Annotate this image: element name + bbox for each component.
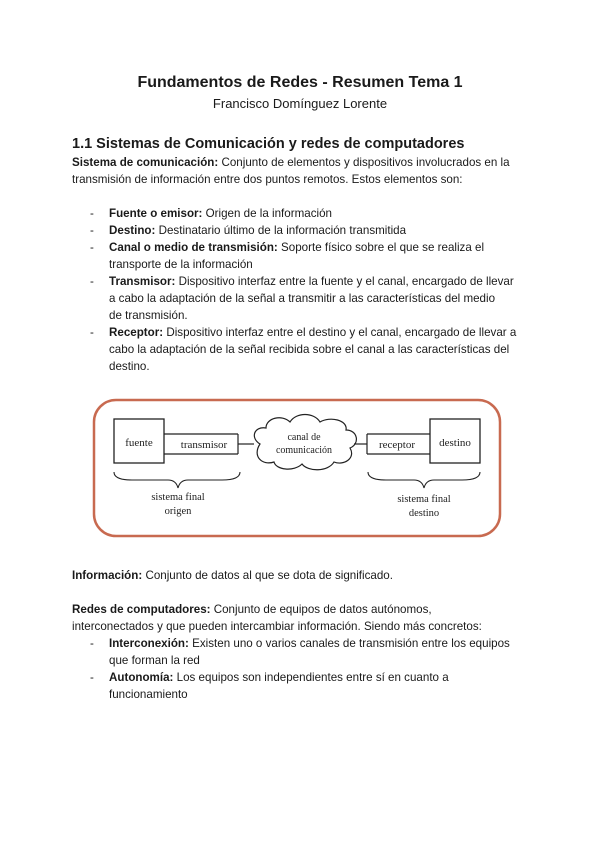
item-text: Los equipos son independientes entre sí en cuanto a	[176, 671, 449, 684]
item-term: Destino:	[109, 224, 156, 237]
item-text: Dispositivo interfaz entre la fuente y el canal, encargado de llevar	[178, 275, 514, 288]
destino-final-label-line1: sistema final	[397, 494, 451, 505]
item-text: Dispositivo interfaz entre el destino y el canal, encargado de llevar a	[166, 326, 517, 339]
item-term: Interconexión:	[109, 637, 189, 650]
list-item	[72, 205, 542, 222]
transmisor-label: transmisor	[180, 439, 228, 451]
item-term: Receptor:	[109, 326, 164, 339]
item-text: a cabo la adaptación de la señal a transmitir a las características del medio	[109, 292, 496, 305]
destino-final-label-line2: destino	[408, 508, 440, 519]
canal-label-line2: comunicación	[275, 445, 333, 456]
item-text: Destinatario último de la información transmitida	[158, 224, 407, 237]
item-text: cabo la adaptación de la señal recibida sobre el canal a las características del	[109, 343, 510, 356]
communication-system-diagram	[92, 398, 502, 538]
item-text: destino.	[109, 360, 150, 373]
item-text: Existen uno o varios canales de transmisión entre los equipos	[192, 637, 510, 650]
informacion-paragraph	[72, 567, 542, 584]
list-item	[72, 222, 542, 239]
list-item	[72, 239, 542, 273]
redes-line1: Conjunto de equipos de datos autónomos,	[210, 603, 432, 616]
origen-label-line2: origen	[164, 506, 192, 517]
item-text: Origen de la información	[205, 207, 332, 220]
intro-term: Sistema de comunicación:	[72, 156, 219, 169]
list-item	[72, 635, 542, 669]
item-text: funcionamiento	[109, 688, 188, 701]
item-text: Soporte físico sobre el que se realiza el	[281, 241, 485, 254]
redes-paragraph	[72, 601, 542, 635]
list-item	[72, 669, 542, 703]
intro-line2: transmisión de información entre dos puntos remotos. Estos elementos son:	[72, 173, 463, 186]
item-text: de transmisión.	[109, 309, 188, 322]
item-term: Fuente o emisor:	[109, 207, 203, 220]
document-title: Fundamentos de Redes - Resumen Tema 1	[137, 74, 463, 91]
item-term: Canal o medio de transmisión:	[109, 241, 278, 254]
informacion-text: Conjunto de datos al que se dota de significado.	[142, 569, 393, 582]
intro-paragraph	[72, 154, 542, 188]
informacion-term: Información:	[72, 569, 143, 582]
brace-destino	[368, 472, 480, 488]
destino-label: destino	[439, 437, 471, 449]
communication-elements-list	[72, 205, 542, 375]
item-term: Autonomía:	[109, 671, 174, 684]
item-term: Transmisor:	[109, 275, 176, 288]
intro-line1: Conjunto de elementos y dispositivos involucrados en la	[218, 156, 510, 169]
redes-line2: interconectados y que pueden intercambiar información. Siendo más concretos:	[72, 620, 482, 633]
redes-term: Redes de computadores:	[72, 603, 211, 616]
redes-characteristics-list	[72, 635, 542, 703]
receptor-label: receptor	[378, 439, 416, 451]
origen-label-line1: sistema final	[151, 492, 205, 503]
document-author: Francisco Domínguez Lorente	[212, 96, 388, 111]
brace-origen	[114, 472, 240, 488]
item-text: transporte de la información	[109, 258, 253, 271]
canal-label-line1: canal de	[287, 432, 321, 443]
section-heading: 1.1 Sistemas de Comunicación y redes de computadores	[72, 136, 465, 152]
list-item	[72, 273, 542, 324]
item-text: que forman la red	[109, 654, 200, 667]
fuente-label: fuente	[125, 437, 153, 449]
list-item	[72, 324, 542, 375]
